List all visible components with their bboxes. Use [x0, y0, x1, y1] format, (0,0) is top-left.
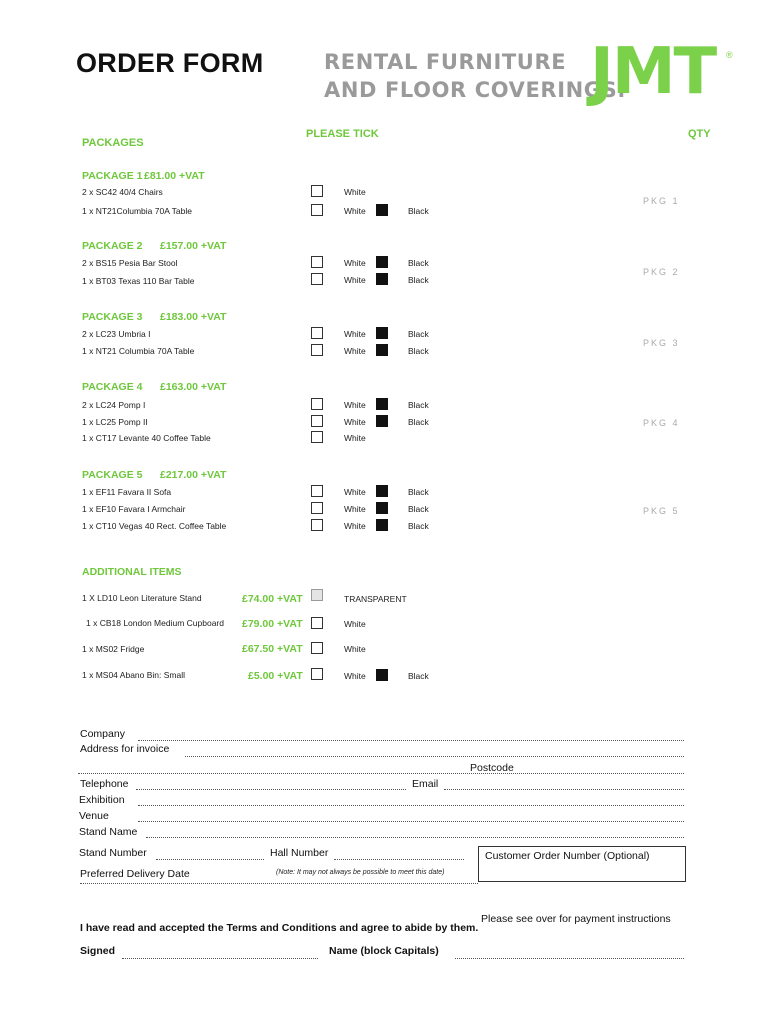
- option-black-label: Black: [408, 400, 429, 410]
- stand-number-label: Stand Number: [79, 847, 147, 859]
- package-1-qty-code[interactable]: PKG 1: [643, 196, 680, 206]
- package-5-price: £217.00 +VAT: [160, 469, 227, 481]
- company-tagline: [324, 48, 626, 104]
- option-white-label: White: [344, 644, 366, 654]
- postcode-label: Postcode: [470, 762, 514, 774]
- signature-field[interactable]: [122, 958, 318, 959]
- package-4-item-1: 2 x LC24 Pomp I: [82, 400, 146, 410]
- black-swatch: [376, 344, 388, 356]
- black-swatch: [376, 502, 388, 514]
- option-white-label: White: [344, 433, 366, 443]
- venue-label: Venue: [79, 810, 109, 822]
- package-5-item-2: 1 x EF10 Favara I Armchair: [82, 504, 186, 514]
- package-5-item-2-checkbox[interactable]: [311, 502, 323, 514]
- tagline-line-2: AND FLOOR COVERINGS.: [324, 78, 626, 102]
- package-4-item-1-checkbox[interactable]: [311, 398, 323, 410]
- package-1-item-1-checkbox[interactable]: [311, 185, 323, 197]
- package-1-title: PACKAGE 1: [82, 170, 143, 182]
- option-white-label: White: [344, 487, 366, 497]
- black-swatch: [376, 273, 388, 285]
- option-white-label: White: [344, 417, 366, 427]
- additional-item-2-price: £79.00 +VAT: [242, 618, 303, 630]
- package-3-price: £183.00 +VAT: [160, 311, 227, 323]
- black-swatch: [376, 519, 388, 531]
- option-white-label: White: [344, 619, 366, 629]
- delivery-date-field[interactable]: [80, 883, 478, 884]
- package-2-item-1-checkbox[interactable]: [311, 256, 323, 268]
- package-2-qty-code[interactable]: PKG 2: [643, 267, 680, 277]
- package-4-item-2-checkbox[interactable]: [311, 415, 323, 427]
- option-white-label: White: [344, 187, 366, 197]
- option-transparent-label: TRANSPARENT: [344, 594, 407, 604]
- package-2-item-2: 1 x BT03 Texas 110 Bar Table: [82, 276, 195, 286]
- black-swatch: [376, 415, 388, 427]
- additional-item-2: 1 x CB18 London Medium Cupboard: [86, 618, 224, 628]
- exhibition-field[interactable]: [138, 805, 684, 806]
- package-3-item-2-checkbox[interactable]: [311, 344, 323, 356]
- option-black-label: Black: [408, 671, 429, 681]
- package-5-title: PACKAGE 5: [82, 469, 143, 481]
- signed-label: Signed: [80, 945, 116, 957]
- stand-number-field[interactable]: [156, 859, 264, 860]
- package-4-item-3: 1 x CT17 Levante 40 Coffee Table: [82, 433, 211, 443]
- package-4-title: PACKAGE 4: [82, 381, 143, 393]
- option-black-label: Black: [408, 275, 429, 285]
- package-4-item-2: 1 x LC25 Pomp II: [82, 417, 148, 427]
- package-4-price: £163.00 +VAT: [160, 381, 227, 393]
- option-white-label: White: [344, 400, 366, 410]
- package-1-item-2: 1 x NT21Columbia 70A Table: [82, 206, 192, 216]
- package-5-item-3-checkbox[interactable]: [311, 519, 323, 531]
- please-tick-heading: PLEASE TICK: [306, 128, 379, 140]
- customer-order-number-box[interactable]: [478, 846, 686, 882]
- additional-item-4-price: £5.00 +VAT: [248, 670, 303, 682]
- package-2-title: PACKAGE 2: [82, 240, 143, 252]
- package-4-qty-code[interactable]: PKG 4: [643, 418, 680, 428]
- additional-item-3-checkbox[interactable]: [311, 642, 323, 654]
- package-3-title: PACKAGE 3: [82, 311, 143, 323]
- option-white-label: White: [344, 206, 366, 216]
- package-5-qty-code[interactable]: PKG 5: [643, 506, 680, 516]
- company-field[interactable]: [138, 740, 684, 741]
- option-white-label: White: [344, 275, 366, 285]
- additional-item-1: 1 X LD10 Leon Literature Stand: [82, 593, 202, 603]
- customer-order-number-label: Customer Order Number (Optional): [485, 850, 650, 862]
- black-swatch: [376, 485, 388, 497]
- registered-mark: ®: [726, 50, 733, 60]
- option-white-label: White: [344, 504, 366, 514]
- additional-items-title: ADDITIONAL ITEMS: [82, 566, 182, 578]
- name-block-capitals-label: Name (block Capitals): [329, 945, 439, 957]
- package-3-qty-code[interactable]: PKG 3: [643, 338, 680, 348]
- additional-item-3: 1 x MS02 Fridge: [82, 644, 145, 654]
- option-black-label: Black: [408, 521, 429, 531]
- option-white-label: White: [344, 329, 366, 339]
- email-label: Email: [412, 778, 439, 790]
- exhibition-label: Exhibition: [79, 794, 125, 806]
- terms-statement: I have read and accepted the Terms and Conditions and agree to abide by them.: [80, 922, 479, 934]
- package-4-item-3-checkbox[interactable]: [311, 431, 323, 443]
- email-field[interactable]: [444, 789, 684, 790]
- address-field[interactable]: [185, 756, 684, 757]
- hall-number-label: Hall Number: [270, 847, 329, 859]
- address-line-2-field[interactable]: [78, 773, 684, 774]
- package-5-item-1: 1 x EF11 Favara II Sofa: [82, 487, 172, 497]
- venue-field[interactable]: [138, 821, 684, 822]
- delivery-date-note: (Note: It may not always be possible to meet this date): [276, 869, 445, 876]
- additional-item-3-price: £67.50 +VAT: [242, 643, 303, 655]
- page-title: ORDER FORM: [76, 48, 264, 78]
- black-swatch: [376, 398, 388, 410]
- additional-item-1-price: £74.00 +VAT: [242, 593, 303, 605]
- option-white-label: White: [344, 521, 366, 531]
- additional-item-4-checkbox[interactable]: [311, 668, 323, 680]
- telephone-field[interactable]: [136, 789, 406, 790]
- jmt-logo: JMT: [590, 35, 716, 109]
- package-1-price: £81.00 +VAT: [144, 170, 205, 182]
- package-2-price: £157.00 +VAT: [160, 240, 227, 252]
- address-label: Address for invoice: [80, 743, 170, 755]
- packages-heading: PACKAGES: [82, 137, 144, 149]
- delivery-date-label: Preferred Delivery Date: [80, 868, 190, 880]
- option-black-label: Black: [408, 417, 429, 427]
- package-5-item-1-checkbox[interactable]: [311, 485, 323, 497]
- option-black-label: Black: [408, 206, 429, 216]
- package-1-item-2-checkbox[interactable]: [311, 204, 323, 216]
- qty-heading: QTY: [688, 128, 711, 140]
- hall-number-field[interactable]: [334, 859, 464, 860]
- company-label: Company: [80, 728, 125, 740]
- package-2-item-2-checkbox[interactable]: [311, 273, 323, 285]
- option-black-label: Black: [408, 487, 429, 497]
- black-swatch: [376, 256, 388, 268]
- black-swatch: [376, 669, 388, 681]
- telephone-label: Telephone: [80, 778, 129, 790]
- package-1-item-1: 2 x SC42 40/4 Chairs: [82, 187, 163, 197]
- tagline-line-1: RENTAL FURNITURE: [324, 50, 567, 74]
- stand-name-field[interactable]: [146, 837, 684, 838]
- package-2-item-1: 2 x BS15 Pesia Bar Stool: [82, 258, 178, 268]
- additional-item-2-checkbox[interactable]: [311, 617, 323, 629]
- package-3-item-2: 1 x NT21 Columbia 70A Table: [82, 346, 195, 356]
- payment-instructions-note: Please see over for payment instructions: [481, 913, 671, 925]
- option-black-label: Black: [408, 329, 429, 339]
- name-field[interactable]: [455, 958, 684, 959]
- option-black-label: Black: [408, 258, 429, 268]
- black-swatch: [376, 327, 388, 339]
- stand-name-label: Stand Name: [79, 826, 138, 838]
- option-black-label: Black: [408, 346, 429, 356]
- black-swatch: [376, 204, 388, 216]
- additional-item-1-checkbox[interactable]: [311, 589, 323, 601]
- package-3-item-1-checkbox[interactable]: [311, 327, 323, 339]
- option-white-label: White: [344, 346, 366, 356]
- package-5-item-3: 1 x CT10 Vegas 40 Rect. Coffee Table: [82, 521, 227, 531]
- option-white-label: White: [344, 258, 366, 268]
- additional-item-4: 1 x MS04 Abano Bin: Small: [82, 670, 186, 680]
- option-white-label: White: [344, 671, 366, 681]
- option-black-label: Black: [408, 504, 429, 514]
- package-3-item-1: 2 x LC23 Umbria I: [82, 329, 151, 339]
